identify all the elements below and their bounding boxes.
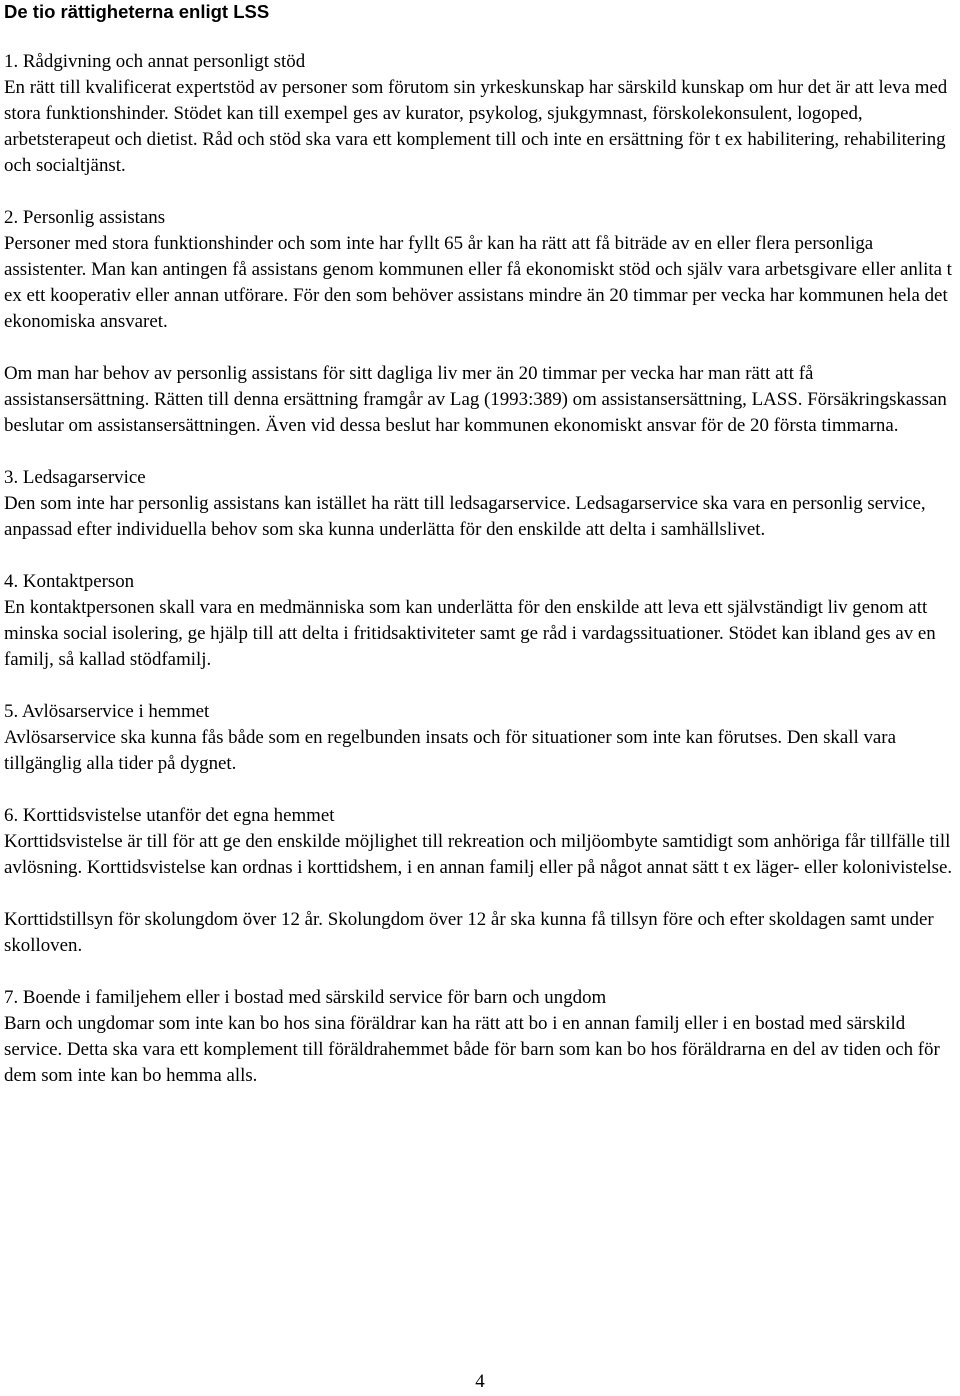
section-heading: 6. Korttidsvistelse utanför det egna hemmet: [4, 805, 335, 826]
section-3-ledsagarservice: [4, 465, 956, 543]
section-body: Personer med stora funktionshinder och som inte har fyllt 65 år kan ha rätt att få biträde av en eller flera personliga assistenter. Man kan antingen få assistans genom kommunen eller få ekonomiskt stöd och själv vara arbetsgivare eller anlita t ex ett kooperativ eller annan utförare. För den som behöver assistans mindre än 20 timmar per vecka har kommunen hela det ekonomiska ansvaret.: [4, 233, 952, 332]
section-6-korttidstillsyn-paragraph: [4, 907, 956, 959]
section-2-assistansersattning-paragraph: [4, 361, 956, 439]
section-body: Avlösarservice ska kunna fås både som en regelbunden insats och för situationer som inte kan förutses. Den skall vara tillgänglig alla tider på dygnet.: [4, 727, 896, 774]
section-7-boende: [4, 985, 956, 1089]
section-body: En kontaktpersonen skall vara en medmänniska som kan underlätta för den enskilde att leva ett självständigt liv genom att minska social isolering, ge hjälp till att delta i fritidsaktiviteter samt ge råd i vardagssituationer. Stödet kan ibland ges av en familj, så kallad stödfamilj.: [4, 597, 936, 670]
section-5-avlosarservice: [4, 699, 956, 777]
section-heading: 5. Avlösarservice i hemmet: [4, 701, 210, 722]
page-number: 4: [475, 1371, 485, 1392]
section-body: Om man har behov av personlig assistans för sitt dagliga liv mer än 20 timmar per vecka har man rätt att få assistansersättning. Rätten till denna ersättning framgår av Lag (1993:389) om assistansersättning, LASS. Försäkringskassan beslutar om assistansersättningen. Även vid dessa beslut har kommunen ekonomiskt ansvar för de 20 första timmarna.: [4, 363, 947, 436]
document-page: [4, 0, 956, 1089]
section-heading: 4. Kontaktperson: [4, 571, 135, 592]
section-body: Korttidstillsyn för skolungdom över 12 år. Skolungdom över 12 år ska kunna få tillsyn före och efter skoldagen samt under skolloven.: [4, 909, 934, 956]
section-heading: 3. Ledsagarservice: [4, 467, 146, 488]
section-heading: 7. Boende i familjehem eller i bostad med särskild service för barn och ungdom: [4, 987, 607, 1008]
section-6-korttidsvistelse: [4, 803, 956, 881]
section-body: Den som inte har personlig assistans kan istället ha rätt till ledsagarservice. Ledsagarservice ska vara en personlig service, anpassad efter individuella behov som ska kunna underlätta för den enskilde att delta i samhällslivet.: [4, 493, 926, 540]
section-body: Korttidsvistelse är till för att ge den enskilde möjlighet till rekreation och miljöombyte samtidigt som anhöriga får tillfälle till avlösning. Korttidsvistelse kan ordnas i korttidshem, i en annan familj eller på något annat sätt t ex läger- eller kolonivistelse.: [4, 831, 953, 878]
section-2-personlig-assistans: [4, 205, 956, 335]
document-title: De tio rättigheterna enligt LSS: [4, 1, 270, 22]
section-body: Barn och ungdomar som inte kan bo hos sina föräldrar kan ha rätt att bo i en annan familj eller i en bostad med särskild service. Detta ska vara ett komplement till föräldrahemmet både för barn som kan bo hos föräldrarna en del av tiden och för dem som inte kan bo hemma alls.: [4, 1013, 940, 1086]
section-heading: 2. Personlig assistans: [4, 207, 166, 228]
section-heading: 1. Rådgivning och annat personligt stöd: [4, 51, 306, 72]
section-1-radgivning: [4, 49, 956, 179]
section-4-kontaktperson: [4, 569, 956, 673]
section-body: En rätt till kvalificerat expertstöd av personer som förutom sin yrkeskunskap har särskild kunskap om hur det är att leva med stora funktionshinder. Stödet kan till exempel ges av kurator, psykolog, sjukgymnast, förskolekonsulent, logoped, arbetsterapeut och dietist. Råd och stöd ska vara ett komplement till och inte en ersättning för t ex habilitering, rehabilitering och socialtjänst.: [4, 77, 948, 176]
